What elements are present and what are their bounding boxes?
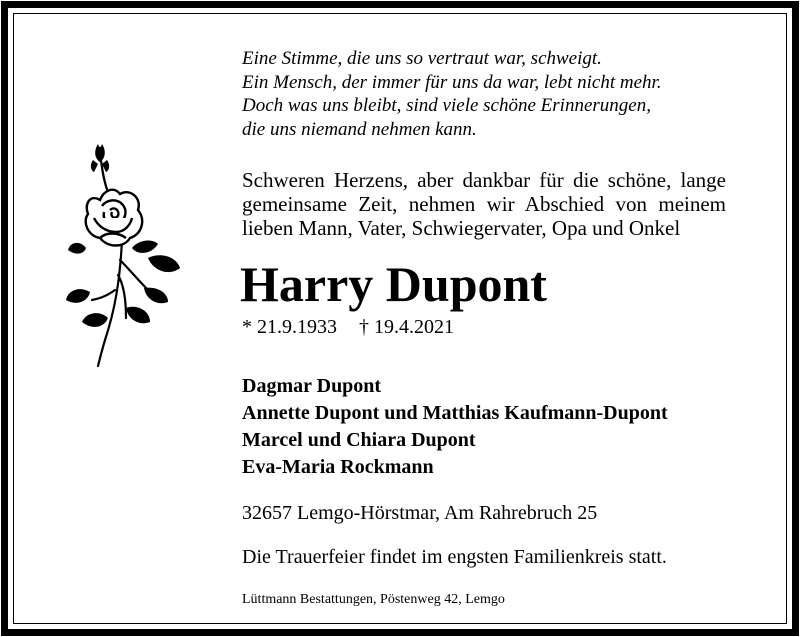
poem-line: die uns niemand nehmen kann. bbox=[242, 118, 477, 140]
intro-line: lieben Mann, Vater, Schwiegervater, Opa und Onkel bbox=[242, 216, 681, 240]
intro-line: gemeinsame Zeit, nehmen wir Abschied von meinem bbox=[242, 192, 726, 216]
life-dates bbox=[242, 314, 454, 340]
death-date: † 19.4.2021 bbox=[359, 316, 454, 338]
deceased-name: Harry Dupont bbox=[240, 256, 547, 312]
birth-date: * 21.9.1933 bbox=[242, 316, 337, 338]
poem bbox=[242, 47, 662, 141]
poem-line: Ein Mensch, der immer für uns da war, lebt nicht mehr. bbox=[242, 71, 662, 93]
rose-icon bbox=[60, 140, 190, 370]
intro-line: Schweren Herzens, aber dankbar für die schöne, lange bbox=[242, 168, 726, 192]
funeral-home: Lüttmann Bestattungen, Pöstenweg 42, Lemgo bbox=[242, 592, 505, 607]
intro-text bbox=[242, 168, 726, 240]
family-member: Marcel und Chiara Dupont bbox=[242, 429, 476, 451]
family-list bbox=[242, 373, 668, 481]
family-member: Eva-Maria Rockmann bbox=[242, 456, 434, 478]
poem-line: Eine Stimme, die uns so vertraut war, schweigt. bbox=[242, 48, 602, 69]
ceremony-note: Die Trauerfeier findet im engsten Familienkreis statt. bbox=[242, 546, 667, 568]
poem-line: Doch was uns bleibt, sind viele schöne Erinnerungen, bbox=[242, 95, 651, 116]
family-member: Dagmar Dupont bbox=[242, 375, 382, 397]
address: 32657 Lemgo-Hörstmar, Am Rahrebruch 25 bbox=[242, 502, 598, 524]
family-member: Annette Dupont und Matthias Kaufmann-Dupont bbox=[242, 402, 668, 424]
